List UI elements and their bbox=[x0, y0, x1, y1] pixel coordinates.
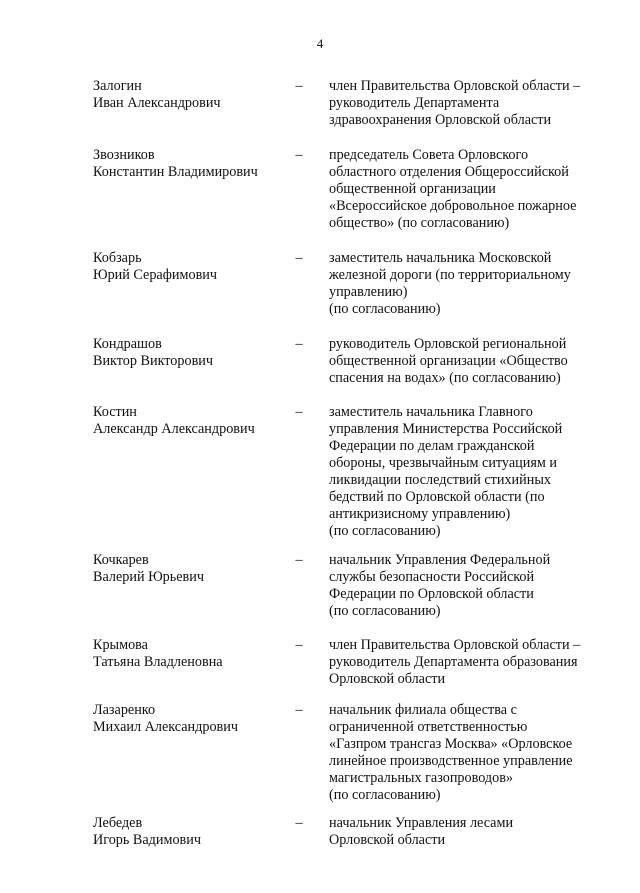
role-line: Федерации по делам гражданской bbox=[329, 438, 535, 454]
role-line: ограниченной ответственностью bbox=[329, 719, 528, 735]
role-line: управления Министерства Российской bbox=[329, 421, 563, 437]
member-name bbox=[93, 78, 293, 112]
role-line: начальник Управления Федеральной bbox=[329, 552, 551, 568]
separator-dash: – bbox=[295, 250, 303, 266]
member-given-names: Игорь Вадимович bbox=[93, 832, 201, 848]
role-line: член Правительства Орловской области – bbox=[329, 637, 581, 653]
member-name bbox=[93, 815, 293, 849]
member-surname: Звозников bbox=[93, 147, 155, 163]
separator-dash: – bbox=[295, 815, 303, 831]
role-line: начальник Управления лесами bbox=[329, 815, 514, 831]
role-line: здравоохранения Орловской области bbox=[329, 112, 552, 128]
separator-dash: – bbox=[295, 78, 303, 94]
role-line: руководитель Орловской региональной bbox=[329, 336, 567, 352]
member-given-names: Татьяна Владленовна bbox=[93, 654, 223, 670]
separator-dash: – bbox=[295, 404, 303, 420]
role-line: областного отделения Общероссийской bbox=[329, 164, 569, 180]
member-role bbox=[329, 250, 614, 318]
role-line: (по согласованию) bbox=[329, 603, 441, 619]
member-name bbox=[93, 404, 293, 438]
member-name bbox=[93, 336, 293, 370]
member-role bbox=[329, 815, 614, 849]
role-line: (по согласованию) bbox=[329, 787, 441, 803]
member-role bbox=[329, 552, 614, 620]
member-surname: Лебедев bbox=[93, 815, 143, 831]
role-line: Орловской области bbox=[329, 832, 446, 848]
member-role bbox=[329, 336, 614, 387]
separator-dash: – bbox=[295, 552, 303, 568]
member-name bbox=[93, 147, 293, 181]
role-line: (по согласованию) bbox=[329, 301, 441, 317]
page-number: 4 bbox=[316, 36, 324, 51]
separator-dash: – bbox=[295, 637, 303, 653]
role-line: линейное производственное управление bbox=[329, 753, 573, 769]
member-role bbox=[329, 702, 614, 804]
role-line: «Всероссийское добровольное пожарное bbox=[329, 198, 577, 214]
member-surname: Крымова bbox=[93, 637, 148, 653]
member-given-names: Валерий Юрьевич bbox=[93, 569, 204, 585]
role-line: управлению) bbox=[329, 284, 408, 300]
member-surname: Лазаренко bbox=[93, 702, 156, 718]
role-line: руководитель Департамента bbox=[329, 95, 500, 111]
member-surname: Залогин bbox=[93, 78, 142, 94]
member-role bbox=[329, 78, 614, 129]
role-line: руководитель Департамента образования bbox=[329, 654, 578, 670]
member-role bbox=[329, 637, 614, 688]
separator-dash: – bbox=[295, 147, 303, 163]
separator-dash: – bbox=[295, 336, 303, 352]
role-line: спасения на водах» (по согласованию) bbox=[329, 370, 561, 386]
role-line: член Правительства Орловской области – bbox=[329, 78, 581, 94]
member-surname: Кобзарь bbox=[93, 250, 142, 266]
role-line: председатель Совета Орловского bbox=[329, 147, 529, 163]
member-surname: Кондрашов bbox=[93, 336, 162, 352]
member-given-names: Юрий Серафимович bbox=[93, 267, 218, 283]
separator-dash: – bbox=[295, 702, 303, 718]
member-surname: Кочкарев bbox=[93, 552, 149, 568]
role-line: общественной организации bbox=[329, 181, 496, 197]
member-name bbox=[93, 637, 293, 671]
member-given-names: Виктор Викторович bbox=[93, 353, 213, 369]
role-line: общественной организации «Общество bbox=[329, 353, 568, 369]
member-name bbox=[93, 552, 293, 586]
role-line: заместитель начальника Главного bbox=[329, 404, 533, 420]
role-line: железной дороги (по территориальному bbox=[329, 267, 571, 283]
member-given-names: Константин Владимирович bbox=[93, 164, 258, 180]
role-line: Федерации по Орловской области bbox=[329, 586, 534, 602]
role-line: «Газпром трансгаз Москва» «Орловское bbox=[329, 736, 573, 752]
member-role bbox=[329, 404, 614, 540]
member-given-names: Иван Александрович bbox=[93, 95, 221, 111]
member-given-names: Александр Александрович bbox=[93, 421, 255, 437]
role-line: Орловской области bbox=[329, 671, 446, 687]
role-line: общество» (по согласованию) bbox=[329, 215, 510, 231]
member-surname: Костин bbox=[93, 404, 137, 420]
member-name bbox=[93, 702, 293, 736]
member-role bbox=[329, 147, 614, 232]
member-given-names: Михаил Александрович bbox=[93, 719, 238, 735]
role-line: службы безопасности Российской bbox=[329, 569, 535, 585]
role-line: ликвидации последствий стихийных bbox=[329, 472, 551, 488]
role-line: (по согласованию) bbox=[329, 523, 441, 539]
role-line: магистральных газопроводов» bbox=[329, 770, 513, 786]
role-line: антикризисному управлению) bbox=[329, 506, 511, 522]
role-line: начальник филиала общества с bbox=[329, 702, 517, 718]
role-line: обороны, чрезвычайным ситуациям и bbox=[329, 455, 557, 471]
role-line: заместитель начальника Московской bbox=[329, 250, 552, 266]
role-line: бедствий по Орловской области (по bbox=[329, 489, 545, 505]
member-name bbox=[93, 250, 293, 284]
